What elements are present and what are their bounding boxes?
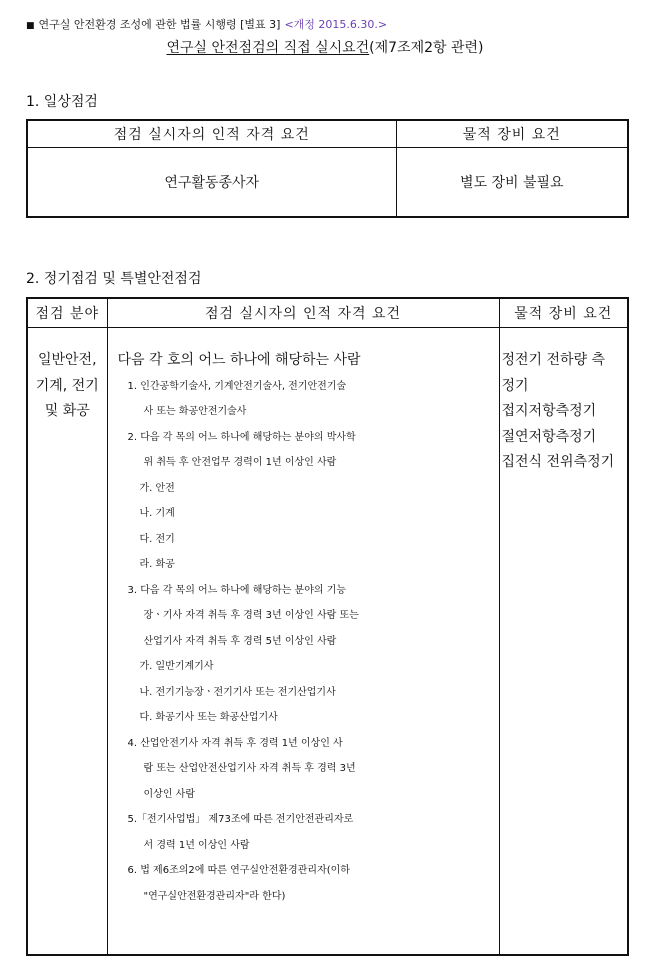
table-header-row [27,298,628,328]
qualification-line: 다. 전기 [139,533,175,545]
qualification-line: 4. 산업안전기사 자격 취득 후 경력 1년 이상인 사 [127,737,343,749]
table-row [27,148,628,218]
qualification-line: 가. 일반기계기사 [139,661,214,672]
qualification-line: 1. 인간공학기술사, 기계안전기술사, 전기안전기술 [127,380,347,392]
section2-heading: 2. 정기점검 및 특별안전점검 [26,271,202,287]
equipment-line: 정기 [501,377,529,394]
title-reference: (제7조제2항 관련) [369,40,484,56]
equipment-line: 집전식 전위측정기 [501,454,615,470]
equipment-cell [499,328,628,956]
column-header-qualification: 점검 실시자의 인적 자격 요건 [27,120,396,148]
equipment-line: 절연저항측정기 [501,428,597,445]
qualification-line: 사 또는 화공안전기술사 [143,406,247,417]
qualification-line: 가. 안전 [139,482,175,494]
table-header-row [27,120,628,148]
column-header-equipment: 물적 장비 요건 [396,120,628,148]
qualification-line: 다. 화공기사 또는 화공산업기사 [139,712,278,723]
equipment-line: 접지저항측정기 [501,403,597,419]
qualification-line: 6. 법 제6조의2에 따른 연구실안전환경관리자(이하 [127,865,350,876]
daily-inspection-table [26,119,629,218]
qualification-line: 5.「전기사업법」 제73조에 따른 전기안전관리자로 [127,814,354,825]
qualification-line: 장ㆍ기사 자격 취득 후 경력 3년 이상인 사람 또는 [143,610,359,621]
document-header [26,16,387,32]
qualification-line: 산업기사 자격 취득 후 경력 5년 이상인 사람 [143,635,337,647]
qualification-line: 2. 다음 각 목의 어느 하나에 해당하는 분야의 박사학 [127,431,356,443]
field-line: 및 화공 [44,403,90,419]
field-cell [27,328,107,956]
qualification-line: 라. 화공 [139,559,175,570]
law-reference: 연구실 안전환경 조성에 관한 법률 시행령 [별표 3] [38,18,281,31]
qualification-line: 람 또는 산업안전산업기사 자격 취득 후 경력 3년 [143,763,356,774]
title-main: 연구실 안전점검의 직접 실시요건 [166,40,370,56]
column-header-qualification: 점검 실시자의 인적 자격 요건 [107,298,499,328]
qualification-line: 위 취득 후 안전업무 경력이 1년 이상인 사람 [143,457,337,468]
column-header-equipment: 물적 장비 요건 [499,298,628,328]
qualification-line: 나. 전기기능장ㆍ전기기사 또는 전기산업기사 [139,686,336,698]
column-header-field: 점검 분야 [27,298,107,328]
field-line: 일반안전, [37,352,97,368]
equipment-cell: 별도 장비 불필요 [396,148,628,218]
page-title [0,37,650,57]
square-bullet-icon: ■ [26,21,35,31]
regular-inspection-table [26,297,629,956]
table-row [27,328,628,956]
section1-heading: 1. 일상점검 [26,94,98,110]
field-line: 기계, 전기 [35,377,99,394]
qualification-line: 나. 기계 [139,508,175,519]
qualification-cell [107,328,499,956]
qualification-line: "연구실안전환경관리자"라 한다) [143,890,286,902]
qualification-line: 3. 다음 각 목의 어느 하나에 해당하는 분야의 기능 [127,584,347,596]
revision-date: <개정 2015.6.30.> [284,18,388,31]
qualification-line: 서 경력 1년 이상인 사람 [143,839,250,851]
qualification-line: 이상인 사람 [143,788,195,800]
qualification-cell: 연구활동종사자 [27,148,396,218]
equipment-line: 정전기 전하량 측 [501,352,606,368]
qualification-line: 다음 각 호의 어느 하나에 해당하는 사람 [117,352,361,368]
